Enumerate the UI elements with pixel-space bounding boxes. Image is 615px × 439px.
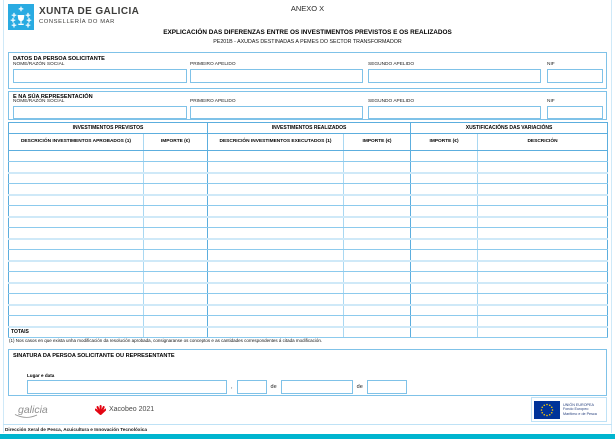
representative-first-surname-input[interactable] (190, 106, 363, 119)
table-cell[interactable] (9, 294, 144, 305)
table-row (9, 217, 608, 228)
table-cell[interactable] (411, 217, 478, 228)
totals-importe-previstos-cell[interactable] (144, 327, 208, 338)
table-cell[interactable] (478, 239, 608, 250)
table-cell[interactable] (144, 206, 208, 217)
table-cell[interactable] (344, 316, 411, 327)
table-cell[interactable] (9, 184, 144, 195)
totals-label: TOTAIS (9, 327, 144, 338)
eu-line-3: Marítimo e de Pesca (563, 411, 597, 416)
table-cell[interactable] (9, 228, 144, 239)
applicant-first-surname-label: PRIMEIRO APELIDO (190, 62, 236, 67)
de-separator-2: de (356, 383, 363, 390)
place-date-label: Lugar e data (27, 373, 55, 378)
table-cell[interactable] (478, 151, 608, 162)
col-descricion-executados: DESCRICIÓN INVESTIMENTOS EXECUTADOS (1) (208, 134, 344, 151)
table-cell[interactable] (9, 283, 144, 294)
anexo-label: ANEXO X (290, 4, 325, 13)
table-cell[interactable] (478, 283, 608, 294)
table-cell[interactable] (144, 184, 208, 195)
form-title: EXPLICACIÓN DAS DIFERENZAS ENTRE OS INVESTIMENTOS PREVISTOS E OS REALIZADOS (163, 29, 452, 36)
representative-first-surname-label: PRIMEIRO APELIDO (190, 99, 236, 104)
xacobeo-icon (95, 403, 106, 416)
table-row (9, 151, 608, 162)
applicant-section-title: DATOS DA PERSOA SOLICITANTE (13, 55, 105, 62)
representative-section (8, 91, 607, 120)
table-cell[interactable] (411, 173, 478, 184)
table-cell[interactable] (478, 217, 608, 228)
table-cell[interactable] (208, 173, 344, 184)
place-input[interactable] (27, 380, 227, 394)
table-footnote: (1) Nos casos en que exista unha modificación da resolución aprobada, consignaranse os conceptos e as cantidades correspondentes á citada modificación. (9, 338, 323, 343)
table-cell[interactable] (411, 195, 478, 206)
table-row (9, 195, 608, 206)
table-cell[interactable] (144, 283, 208, 294)
representative-section-title: E NA SÚA REPRESENTACIÓN (13, 93, 93, 100)
table-cell[interactable] (144, 272, 208, 283)
totals-row (9, 327, 608, 338)
table-cell[interactable] (411, 261, 478, 272)
eu-line-2: Fondo Europeo (563, 407, 589, 412)
table-cell[interactable] (208, 162, 344, 173)
table-cell[interactable] (344, 272, 411, 283)
table-cell[interactable] (478, 206, 608, 217)
table-cell[interactable] (208, 250, 344, 261)
table-cell[interactable] (144, 195, 208, 206)
table-cell[interactable] (411, 272, 478, 283)
table-row (9, 305, 608, 316)
table-cell[interactable] (208, 151, 344, 162)
table-cell[interactable] (344, 250, 411, 261)
representative-nif-input[interactable] (547, 106, 603, 119)
galicia-logo (13, 402, 63, 423)
table-cell[interactable] (478, 184, 608, 195)
totals-importe-variacions-cell[interactable] (411, 327, 478, 338)
table-cell[interactable] (9, 316, 144, 327)
totals-descricion-executados-cell (208, 327, 344, 338)
group-xustificacions-header: XUSTIFICACIÓNS DAS VARIACIÓNS (411, 123, 608, 134)
table-cell[interactable] (344, 162, 411, 173)
table-cell[interactable] (344, 239, 411, 250)
table-row (9, 206, 608, 217)
table-cell[interactable] (208, 206, 344, 217)
col-descricion-aprobados: DESCRICIÓN INVESTIMENTOS APROBADOS (1) (9, 134, 144, 151)
applicant-nif-label: NIF (547, 62, 555, 67)
table-cell[interactable] (9, 250, 144, 261)
table-cell[interactable] (411, 206, 478, 217)
applicant-first-surname-input[interactable] (190, 69, 363, 83)
totals-importe-realizados-cell[interactable] (344, 327, 411, 338)
representative-second-surname-label: SEGUNDO APELIDO (368, 99, 415, 104)
table-cell[interactable] (478, 316, 608, 327)
table-cell[interactable] (478, 294, 608, 305)
xacobeo-label: Xacobeo 2021 (109, 406, 155, 413)
table-row (9, 239, 608, 250)
table-cell[interactable] (208, 272, 344, 283)
applicant-section (8, 52, 607, 89)
table-cell[interactable] (478, 305, 608, 316)
bottom-color-bar (0, 434, 615, 439)
table-cell[interactable] (9, 195, 144, 206)
table-cell[interactable] (411, 250, 478, 261)
month-input[interactable] (281, 380, 353, 394)
page-edge-left (3, 0, 4, 433)
table-cell[interactable] (9, 206, 144, 217)
table-cell[interactable] (344, 184, 411, 195)
table-cell[interactable] (478, 173, 608, 184)
table-cell[interactable] (344, 151, 411, 162)
table-column-header-row (9, 134, 608, 151)
totals-descricion-cell (478, 327, 608, 338)
investments-table (8, 122, 608, 338)
table-row (9, 184, 608, 195)
table-cell[interactable] (411, 316, 478, 327)
table-cell[interactable] (478, 195, 608, 206)
table-cell[interactable] (344, 283, 411, 294)
table-cell[interactable] (9, 162, 144, 173)
table-cell[interactable] (208, 283, 344, 294)
table-cell[interactable] (478, 228, 608, 239)
table-cell[interactable] (9, 272, 144, 283)
table-cell[interactable] (411, 294, 478, 305)
table-cell[interactable] (144, 294, 208, 305)
table-row (9, 250, 608, 261)
table-cell[interactable] (344, 305, 411, 316)
signature-section (8, 349, 607, 396)
table-cell[interactable] (208, 184, 344, 195)
day-input[interactable] (237, 380, 267, 394)
table-cell[interactable] (411, 184, 478, 195)
table-cell[interactable] (144, 316, 208, 327)
org-department: CONSELLERÍA DO MAR (39, 19, 115, 25)
table-cell[interactable] (411, 151, 478, 162)
table-cell[interactable] (208, 239, 344, 250)
table-cell[interactable] (9, 151, 144, 162)
table-cell[interactable] (344, 173, 411, 184)
table-cell[interactable] (478, 162, 608, 173)
table-cell[interactable] (208, 261, 344, 272)
table-cell[interactable] (411, 239, 478, 250)
org-name: XUNTA DE GALICIA (39, 6, 140, 17)
table-cell[interactable] (9, 305, 144, 316)
applicant-nif-input[interactable] (547, 69, 603, 83)
col-importe-previstos: IMPORTE (€) (144, 134, 208, 151)
table-cell[interactable] (208, 316, 344, 327)
table-cell[interactable] (9, 239, 144, 250)
representative-name-input[interactable] (13, 106, 187, 119)
eu-logo-box (531, 397, 607, 422)
table-cell[interactable] (411, 228, 478, 239)
group-previstos-header: INVESTIMENTOS PREVISTOS (9, 123, 208, 134)
year-input[interactable] (367, 380, 407, 394)
table-cell[interactable] (344, 195, 411, 206)
col-importe-realizados: IMPORTE (€) (344, 134, 411, 151)
investment-table-body (9, 151, 608, 327)
table-cell[interactable] (144, 239, 208, 250)
table-cell[interactable] (344, 217, 411, 228)
footer-divider (3, 424, 612, 425)
representative-nif-label: NIF (547, 99, 555, 104)
col-importe-variacions: IMPORTE (€) (411, 134, 478, 151)
table-cell[interactable] (144, 217, 208, 228)
table-row (9, 294, 608, 305)
table-cell[interactable] (411, 283, 478, 294)
table-group-header-row (9, 123, 608, 134)
table-row (9, 162, 608, 173)
form-subtitle: PE201B - AXUDAS DESTINADAS A PEMES DO SECTOR TRANSFORMADOR (213, 38, 402, 45)
table-row (9, 173, 608, 184)
table-row (9, 261, 608, 272)
table-row (9, 228, 608, 239)
table-cell[interactable] (478, 261, 608, 272)
eu-flag-icon (534, 401, 560, 419)
representative-second-surname-input[interactable] (368, 106, 541, 119)
table-cell[interactable] (344, 261, 411, 272)
table-row (9, 272, 608, 283)
applicant-name-input[interactable] (13, 69, 187, 83)
table-cell[interactable] (478, 272, 608, 283)
applicant-second-surname-input[interactable] (368, 69, 541, 83)
table-cell[interactable] (208, 228, 344, 239)
table-cell[interactable] (9, 261, 144, 272)
de-separator-1: de (270, 383, 277, 390)
table-cell[interactable] (144, 151, 208, 162)
table-cell[interactable] (411, 162, 478, 173)
table-cell[interactable] (144, 305, 208, 316)
eu-line-1: UNIÓN EUROPEA (563, 402, 594, 407)
table-row (9, 283, 608, 294)
table-cell[interactable] (144, 162, 208, 173)
table-cell[interactable] (208, 217, 344, 228)
table-row (9, 316, 608, 327)
table-cell[interactable] (208, 294, 344, 305)
table-cell[interactable] (478, 250, 608, 261)
table-cell[interactable] (344, 228, 411, 239)
representative-name-label: NOME/RAZÓN SOCIAL (13, 99, 65, 104)
table-cell[interactable] (9, 173, 144, 184)
table-cell[interactable] (344, 206, 411, 217)
table-cell[interactable] (144, 228, 208, 239)
table-cell[interactable] (208, 305, 344, 316)
col-descricion-variacions: DESCRICIÓN (478, 134, 608, 151)
table-cell[interactable] (144, 261, 208, 272)
table-cell[interactable] (344, 294, 411, 305)
xacobeo-logo (95, 403, 154, 416)
page-edge-right (611, 0, 612, 433)
table-cell[interactable] (144, 250, 208, 261)
signature-section-title: SINATURA DA PERSOA SOLICITANTE OU REPRESENTANTE (13, 352, 175, 359)
galicia-logo-text: galicia (18, 404, 48, 416)
applicant-second-surname-label: SEGUNDO APELIDO (368, 62, 415, 67)
table-cell[interactable] (208, 195, 344, 206)
applicant-name-label: NOME/RAZÓN SOCIAL (13, 62, 65, 67)
table-cell[interactable] (144, 173, 208, 184)
table-cell[interactable] (9, 217, 144, 228)
group-realizados-header: INVESTIMENTOS REALIZADOS (208, 123, 411, 134)
table-cell[interactable] (411, 305, 478, 316)
comma-separator: , (231, 383, 233, 390)
department-line: Dirección Xeral de Pesca, Acuicultura e Innovación Tecnolóxica (5, 427, 147, 432)
